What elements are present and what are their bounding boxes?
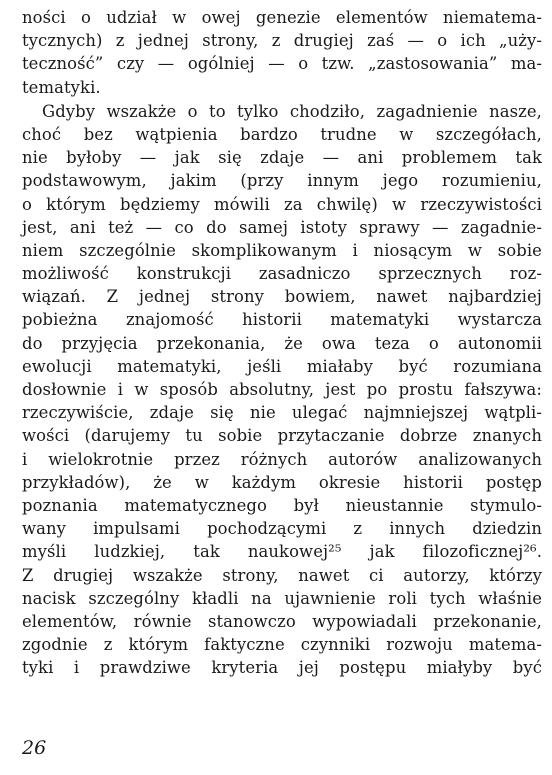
text-line: nie byłoby — jak się zdaje — ani problemem tak: [22, 148, 542, 168]
text-line: rzeczywiście, zdaje się nie ulegać najmniejszej wątpli-: [22, 403, 542, 423]
text-line: o którym będziemy mówili za chwilę) w rzeczywistości: [22, 194, 542, 214]
text-line: i wielokrotnie przez różnych autorów analizowanych: [22, 449, 542, 469]
text-line: nacisk szczególny kładli na ujawnienie roli tych właśnie: [22, 588, 542, 608]
text-line: dosłownie i w sposób absolutny, jest po prostu fałszywa:: [22, 380, 542, 399]
text-line: Z drugiej wszakże strony, nawet ci autorzy, którzy: [22, 565, 542, 585]
text-line: elementów, równie stanowczo wypowiadali przekonanie,: [22, 611, 542, 631]
paragraph-2: [22, 100, 542, 680]
text-line: tematyki.: [22, 77, 101, 97]
text-line: teczność” czy — ogólniej — o tzw. „zastosowania” ma-: [22, 54, 542, 74]
text-line: choć bez wątpienia bardzo trudne w szczegółach,: [22, 124, 542, 144]
text-line: możliwość konstrukcji zasadniczo sprzecznych roz-: [22, 264, 542, 284]
text-line: tyki i prawdziwe kryteria jej postępu miałyby być: [22, 658, 542, 678]
text-line: jest, ani też — co do samej istoty sprawy — zagadnie-: [22, 217, 542, 237]
text-line: do przyjęcia przekonania, że owa teza o autonomii: [22, 333, 542, 353]
text-line: wości (darujemy tu sobie przytaczanie dobrze znanych: [22, 426, 542, 446]
body-text: [22, 6, 542, 679]
text-line: tycznych) z jednej strony, z drugiej zaś — o ich „uży-: [22, 31, 542, 51]
text-line: wiązań. Z jednej strony bowiem, nawet najbardziej: [22, 287, 542, 307]
text-line: ności o udział w owej genezie elementów niematema-: [22, 8, 542, 27]
text-line: pobieżna znajomość historii matematyki wystarcza: [22, 310, 542, 330]
page-number: 26: [22, 737, 47, 759]
text-line: Gdyby wszakże o to tylko chodziło, zagadnienie nasze,: [42, 101, 542, 121]
text-line: podstawowym, jakim (przy innym jego rozumieniu,: [22, 171, 542, 191]
text-line: ewolucji matematyki, jeśli miałaby być rozumiana: [22, 356, 542, 376]
text-line: poznania matematycznego był nieustannie stymulo-: [22, 495, 542, 515]
text-line: myśli ludzkiej, tak naukowej²⁵ jak filozoficznej²⁶.: [22, 542, 542, 562]
text-line: wany impulsami pochodzącymi z innych dziedzin: [22, 519, 542, 539]
paragraph-1: [22, 6, 542, 99]
text-line: niem szczególnie skomplikowanym i niosącym w sobie: [22, 240, 542, 260]
text-line: przykładów), że w każdym okresie historii postęp: [22, 472, 542, 492]
text-line: zgodnie z którym faktyczne czynniki rozwoju matema-: [22, 635, 542, 655]
